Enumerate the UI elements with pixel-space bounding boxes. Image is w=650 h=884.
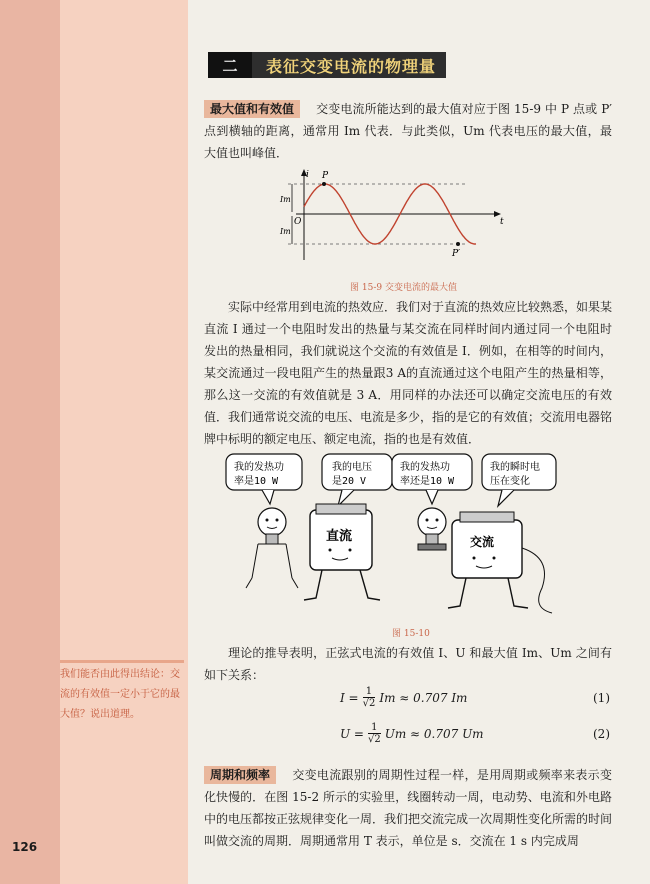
page-number: 126 [12,840,38,854]
figure-caption-15-10: 图 15-10 [392,629,430,639]
subheading-max-effective: 最大值和有效值 [204,100,300,118]
bubble4-line1: 我的瞬时电 [490,462,540,473]
equation-lhs: U = [340,726,364,741]
paragraph-text: 交变电流跟别的周期性过程一样，是用周期或频率来表示变化快慢的．在图 15-2 所示的实验里，线圈转动一周，电动势、电流和外电路中的电压都按正弦规律变化一周．我们把交流完成一次周期性变化所需的时间叫做交流的周期．周期通常用 T 表示，单位是 s．交流在 1 s 内完成周 [204,768,613,848]
equation-fraction [368,722,381,745]
paragraph-period-frequency [204,764,612,852]
im-label-top: Im [280,195,291,204]
equation-fraction [363,686,376,709]
bubble3-line1: 我的发热功 [400,462,450,473]
side-note: 我们能否由此得出结论：交流的有效值一定小于它的最大值？说出道理。 [60,660,184,725]
origin-label: O [294,217,302,227]
dc-label: 直流 [326,529,353,544]
paragraph-text: 实际中经常用到电流的热效应．我们对于直流的热效应比较熟悉，如果某直流 I 通过一个电阻时发出的热量与某交流在同样时间内通过同一个电阻时发出的热量相同，我们就说这个交流的有效值是 I．例如，在相等的时间内，某交流通过一段电阻产生的热量跟3 A的直流通过这个电阻产生的热量相等，那么这一交流的有效值就是 3 A．用同样的办法还可以确定交流电压的有效值．我们通常说交流的电压、电流是多少，指的是它的有效值；交流用电器铭牌中标明的额定电压、额定电流，指的也是有效值． [204,300,613,446]
bubble4-line2: 压在变化 [490,476,530,487]
subheading-period-frequency: 周期和频率 [204,766,276,784]
bubble2-line2: 是20 V [332,476,367,487]
bubble1-line1: 我的发热功 [234,462,284,473]
figure-caption-15-9: 图 15-9 交变电流的最大值 [350,283,457,293]
paragraph-heat-effect [204,296,612,450]
equation-1 [340,686,610,709]
axis-label-t: t [500,217,504,227]
paragraph-text: 交变电流所能达到的最大值对应于图 15-9 中 P 点或 P′点到横轴的距离，通常用 Im 代表．与此类似，Um 代表电压的最大值，最大值也叫峰值． [204,102,612,160]
axis-label-i: i [306,170,309,180]
fraction-denominator: √2 [362,698,376,709]
equation-rhs: Im ≈ 0.707 Im [379,690,468,705]
point-p-prime-label: P′ [452,249,461,259]
side-panel [60,0,188,884]
light-bulb-left-icon [246,508,298,588]
equation-rhs: Um ≈ 0.707 Um [384,726,484,741]
figure-cartoon-dc-ac [222,448,582,618]
ac-battery-character-icon [448,512,552,613]
bubble1-line2: 率是10 W [234,476,279,487]
dc-battery-character-icon [304,504,380,600]
figure-sine-wave [268,168,518,260]
im-label-bottom: Im [280,227,291,236]
equation-lhs: I = [340,690,359,705]
fraction-numerator: 1 [365,686,373,697]
section-header [208,52,446,78]
section-title: 表征交变电流的物理量 [266,56,437,76]
bubble3-line2: 率还是10 W [400,476,455,487]
bubble2-line1: 我的电压 [332,462,372,473]
section-number: 二 [208,52,252,78]
paragraph-text: 理论的推导表明，正弦式电流的有效值 I、U 和最大值 Im、Um 之间有如下关系： [204,646,612,682]
paragraph-max-effective [204,98,612,164]
ac-label: 交流 [470,535,495,549]
page-margin-strip [0,0,60,884]
equation-number: (1) [593,690,610,705]
paragraph-relationship [204,642,612,686]
light-bulb-right-icon [418,508,446,550]
equation-number: (2) [593,726,610,741]
fraction-denominator: √2 [367,734,381,745]
point-p-label: P [322,171,329,181]
equation-2 [340,722,610,745]
fraction-numerator: 1 [371,722,378,733]
